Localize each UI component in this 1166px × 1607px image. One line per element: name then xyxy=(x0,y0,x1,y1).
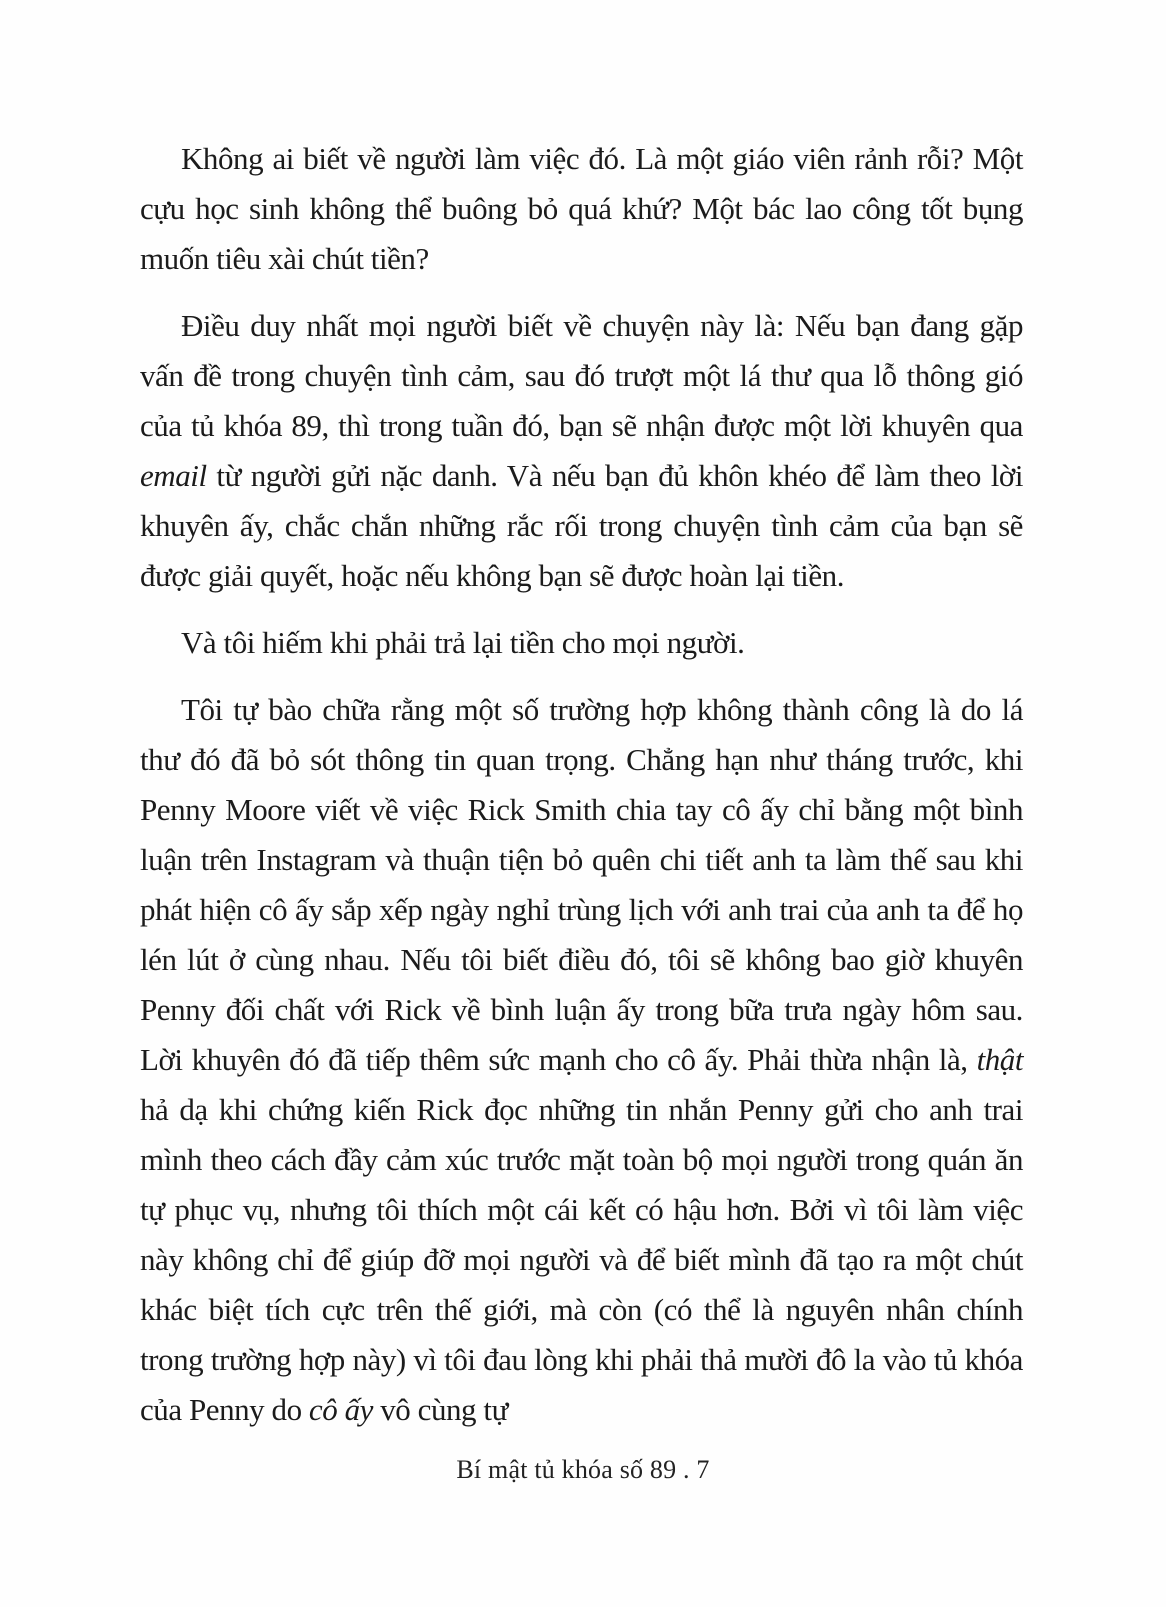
running-title-and-page-number: Bí mật tủ khóa số 89 . 7 xyxy=(456,1455,710,1484)
text-run: Và tôi hiếm khi phải trả lại tiền cho mọi người. xyxy=(181,625,745,660)
italic-text: thật xyxy=(976,1042,1023,1077)
page-body xyxy=(140,134,1023,1452)
italic-text: email xyxy=(140,458,207,493)
text-run: Tôi tự bào chữa rằng một số trường hợp không thành công là do lá thư đó đã bỏ sót thông tin quan trọng. Chẳng hạn như tháng trước, khi Penny Moore viết về việc Rick Smith chia tay cô ấy chỉ bằng một bình luận trên Instagram và thuận tiện bỏ quên chi tiết anh ta làm thế sau khi phát hiện cô ấy sắp xếp ngày nghỉ trùng lịch với anh trai của anh ta để họ lén lút ở cùng nhau. Nếu tôi biết điều đó, tôi sẽ không bao giờ khuyên Penny đối chất với Rick về bình luận ấy trong bữa trưa ngày hôm sau. Lời khuyên đó đã tiếp thêm sức mạnh cho cô ấy. Phải thừa nhận là, xyxy=(140,692,1023,1077)
page-footer xyxy=(0,1453,1166,1487)
paragraph xyxy=(140,134,1023,284)
paragraph xyxy=(140,618,1023,668)
text-run: từ người gửi nặc danh. Và nếu bạn đủ khôn khéo để làm theo lời khuyên ấy, chắc chắn những rắc rối trong chuyện tình cảm của bạn sẽ được giải quyết, hoặc nếu không bạn sẽ được hoàn lại tiền. xyxy=(140,458,1023,593)
text-run: hả dạ khi chứng kiến Rick đọc những tin nhắn Penny gửi cho anh trai mình theo cách đầy cảm xúc trước mặt toàn bộ mọi người trong quán ăn tự phục vụ, nhưng tôi thích một cái kết có hậu hơn. Bởi vì tôi làm việc này không chỉ để giúp đỡ mọi người và để biết mình đã tạo ra một chút khác biệt tích cực trên thế giới, mà còn (có thể là nguyên nhân chính trong trường hợp này) vì tôi đau lòng khi phải thả mười đô la vào tủ khóa của Penny do xyxy=(140,1092,1023,1427)
paragraph xyxy=(140,685,1023,1435)
text-run: vô cùng tự xyxy=(372,1392,508,1427)
text-run: Điều duy nhất mọi người biết về chuyện này là: Nếu bạn đang gặp vấn đề trong chuyện tình cảm, sau đó trượt một lá thư qua lỗ thông gió của tủ khóa 89, thì trong tuần đó, bạn sẽ nhận được một lời khuyên qua xyxy=(140,308,1023,443)
text-run: Không ai biết về người làm việc đó. Là một giáo viên rảnh rỗi? Một cựu học sinh không thể buông bỏ quá khứ? Một bác lao công tốt bụng muốn tiêu xài chút tiền? xyxy=(140,141,1023,276)
paragraph xyxy=(140,301,1023,601)
italic-text: cô ấy xyxy=(308,1392,373,1427)
